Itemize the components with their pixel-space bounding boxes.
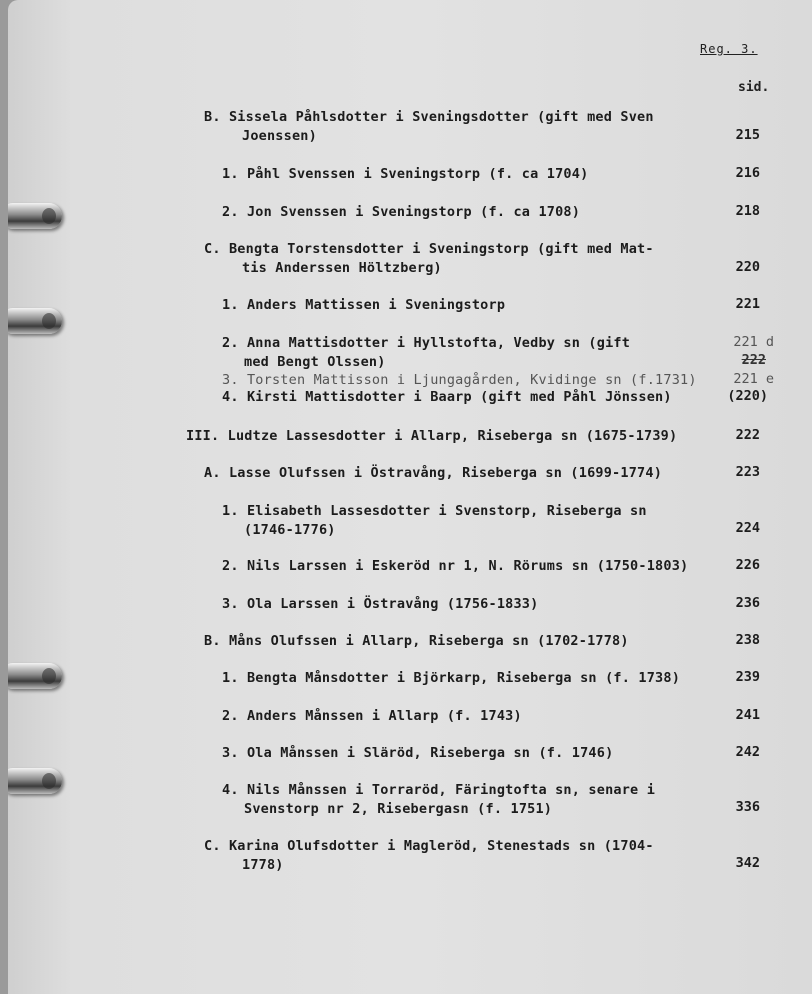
toc-entry [222, 388, 672, 407]
entry-text: 3. Ola Månssen i Släröd, Riseberga sn (f. 1746) [222, 745, 614, 761]
entry-text: 2. Nils Larssen i Eskeröd nr 1, N. Rörums sn (1750-1803) [222, 558, 689, 574]
entry-text-continued: Svenstorp nr 2, Risebergasn (f. 1751) [244, 801, 553, 817]
register-reference: Reg. 3. [700, 42, 758, 56]
toc-entry [204, 464, 662, 483]
toc-entry [222, 707, 522, 726]
binder-ring-icon [8, 768, 62, 794]
entry-text: 2. Anders Månssen i Allarp (f. 1743) [222, 708, 522, 724]
toc-entry [222, 296, 505, 315]
page-number: 221 [735, 296, 760, 312]
page-number: 223 [735, 464, 760, 480]
toc-entry [222, 502, 647, 540]
entry-text-continued: 1778) [242, 857, 284, 873]
entry-text-continued: tis Anderssen Höltzberg) [242, 260, 442, 276]
toc-entry [222, 165, 588, 184]
entry-text: B. Måns Olufssen i Allarp, Riseberga sn (1702-1778) [204, 633, 629, 649]
page-number: 236 [735, 595, 760, 611]
page-number: 216 [735, 165, 760, 181]
page-column-header: sid. [738, 80, 770, 95]
binder-ring-icon [8, 203, 62, 229]
page-number: 239 [735, 669, 760, 685]
entry-text: A. Lasse Olufssen i Östravång, Riseberga sn (1699-1774) [204, 465, 663, 481]
entry-text: C. Karina Olufsdotter i Magleröd, Stenestads sn (1704- [204, 838, 654, 854]
page-number: 238 [735, 632, 760, 648]
entry-text: 1. Bengta Månsdotter i Björkarp, Riseberga sn (f. 1738) [222, 670, 681, 686]
entry-text-continued: Joenssen) [242, 128, 317, 144]
entry-text: 1. Påhl Svenssen i Sveningstorp (f. ca 1704) [222, 166, 589, 182]
toc-entry [204, 837, 654, 875]
page-number: 215 [735, 127, 760, 143]
page-number: 224 [735, 520, 760, 536]
entry-text: 4. Nils Månssen i Torraröd, Färingtofta sn, senare i [222, 782, 656, 798]
toc-entry [222, 744, 613, 763]
toc-entry [222, 203, 580, 222]
toc-entry [204, 632, 629, 651]
page-number: 221 e [733, 371, 774, 387]
page-number: (220) [727, 388, 768, 404]
document-page [8, 0, 812, 994]
binder-ring-icon [8, 663, 62, 689]
entry-text: 3. Ola Larssen i Östravång (1756-1833) [222, 596, 539, 612]
page-number: 226 [735, 557, 760, 573]
entry-text: 1. Anders Mattissen i Sveningstorp [222, 297, 506, 313]
page-number: 336 [735, 799, 760, 815]
binder-ring-icon [8, 308, 62, 334]
entry-text-continued: (1746-1776) [244, 522, 336, 538]
entry-text: 3. Torsten Mattisson i Ljungagården, Kvidinge sn (f.1731) [222, 372, 697, 388]
page-number: 342 [735, 855, 760, 871]
toc-entry [186, 427, 677, 446]
page-number: 220 [735, 259, 760, 275]
entry-text: C. Bengta Torstensdotter i Sveningstorp (gift med Mat- [204, 241, 654, 257]
entry-text: 2. Jon Svenssen i Sveningstorp (f. ca 1708) [222, 204, 581, 220]
toc-entry [222, 669, 680, 688]
toc-entry [222, 781, 655, 819]
page-number: 218 [735, 203, 760, 219]
page-number: 241 [735, 707, 760, 723]
page-number: 222 [735, 427, 760, 443]
entry-text-continued: med Bengt Olssen) [244, 354, 386, 370]
entry-text: III. Ludtze Lassesdotter i Allarp, Riseberga sn (1675-1739) [186, 428, 678, 444]
toc-entry [222, 595, 538, 614]
entry-text: 2. Anna Mattisdotter i Hyllstofta, Vedby sn (gift [222, 335, 631, 351]
entry-text: B. Sissela Påhlsdotter i Sveningsdotter (gift med Sven [204, 109, 654, 125]
toc-entry [222, 557, 688, 576]
toc-entry [204, 240, 654, 278]
toc-entry [204, 108, 654, 146]
entry-text: 1. Elisabeth Lassesdotter i Svenstorp, Riseberga sn [222, 503, 647, 519]
page-number: 242 [735, 744, 760, 760]
toc-entry [222, 334, 630, 372]
entry-text: 4. Kirsti Mattisdotter i Baarp (gift med Påhl Jönssen) [222, 389, 672, 405]
page-number: 221 d [733, 334, 774, 350]
page-number-struck: 222 [741, 352, 766, 368]
